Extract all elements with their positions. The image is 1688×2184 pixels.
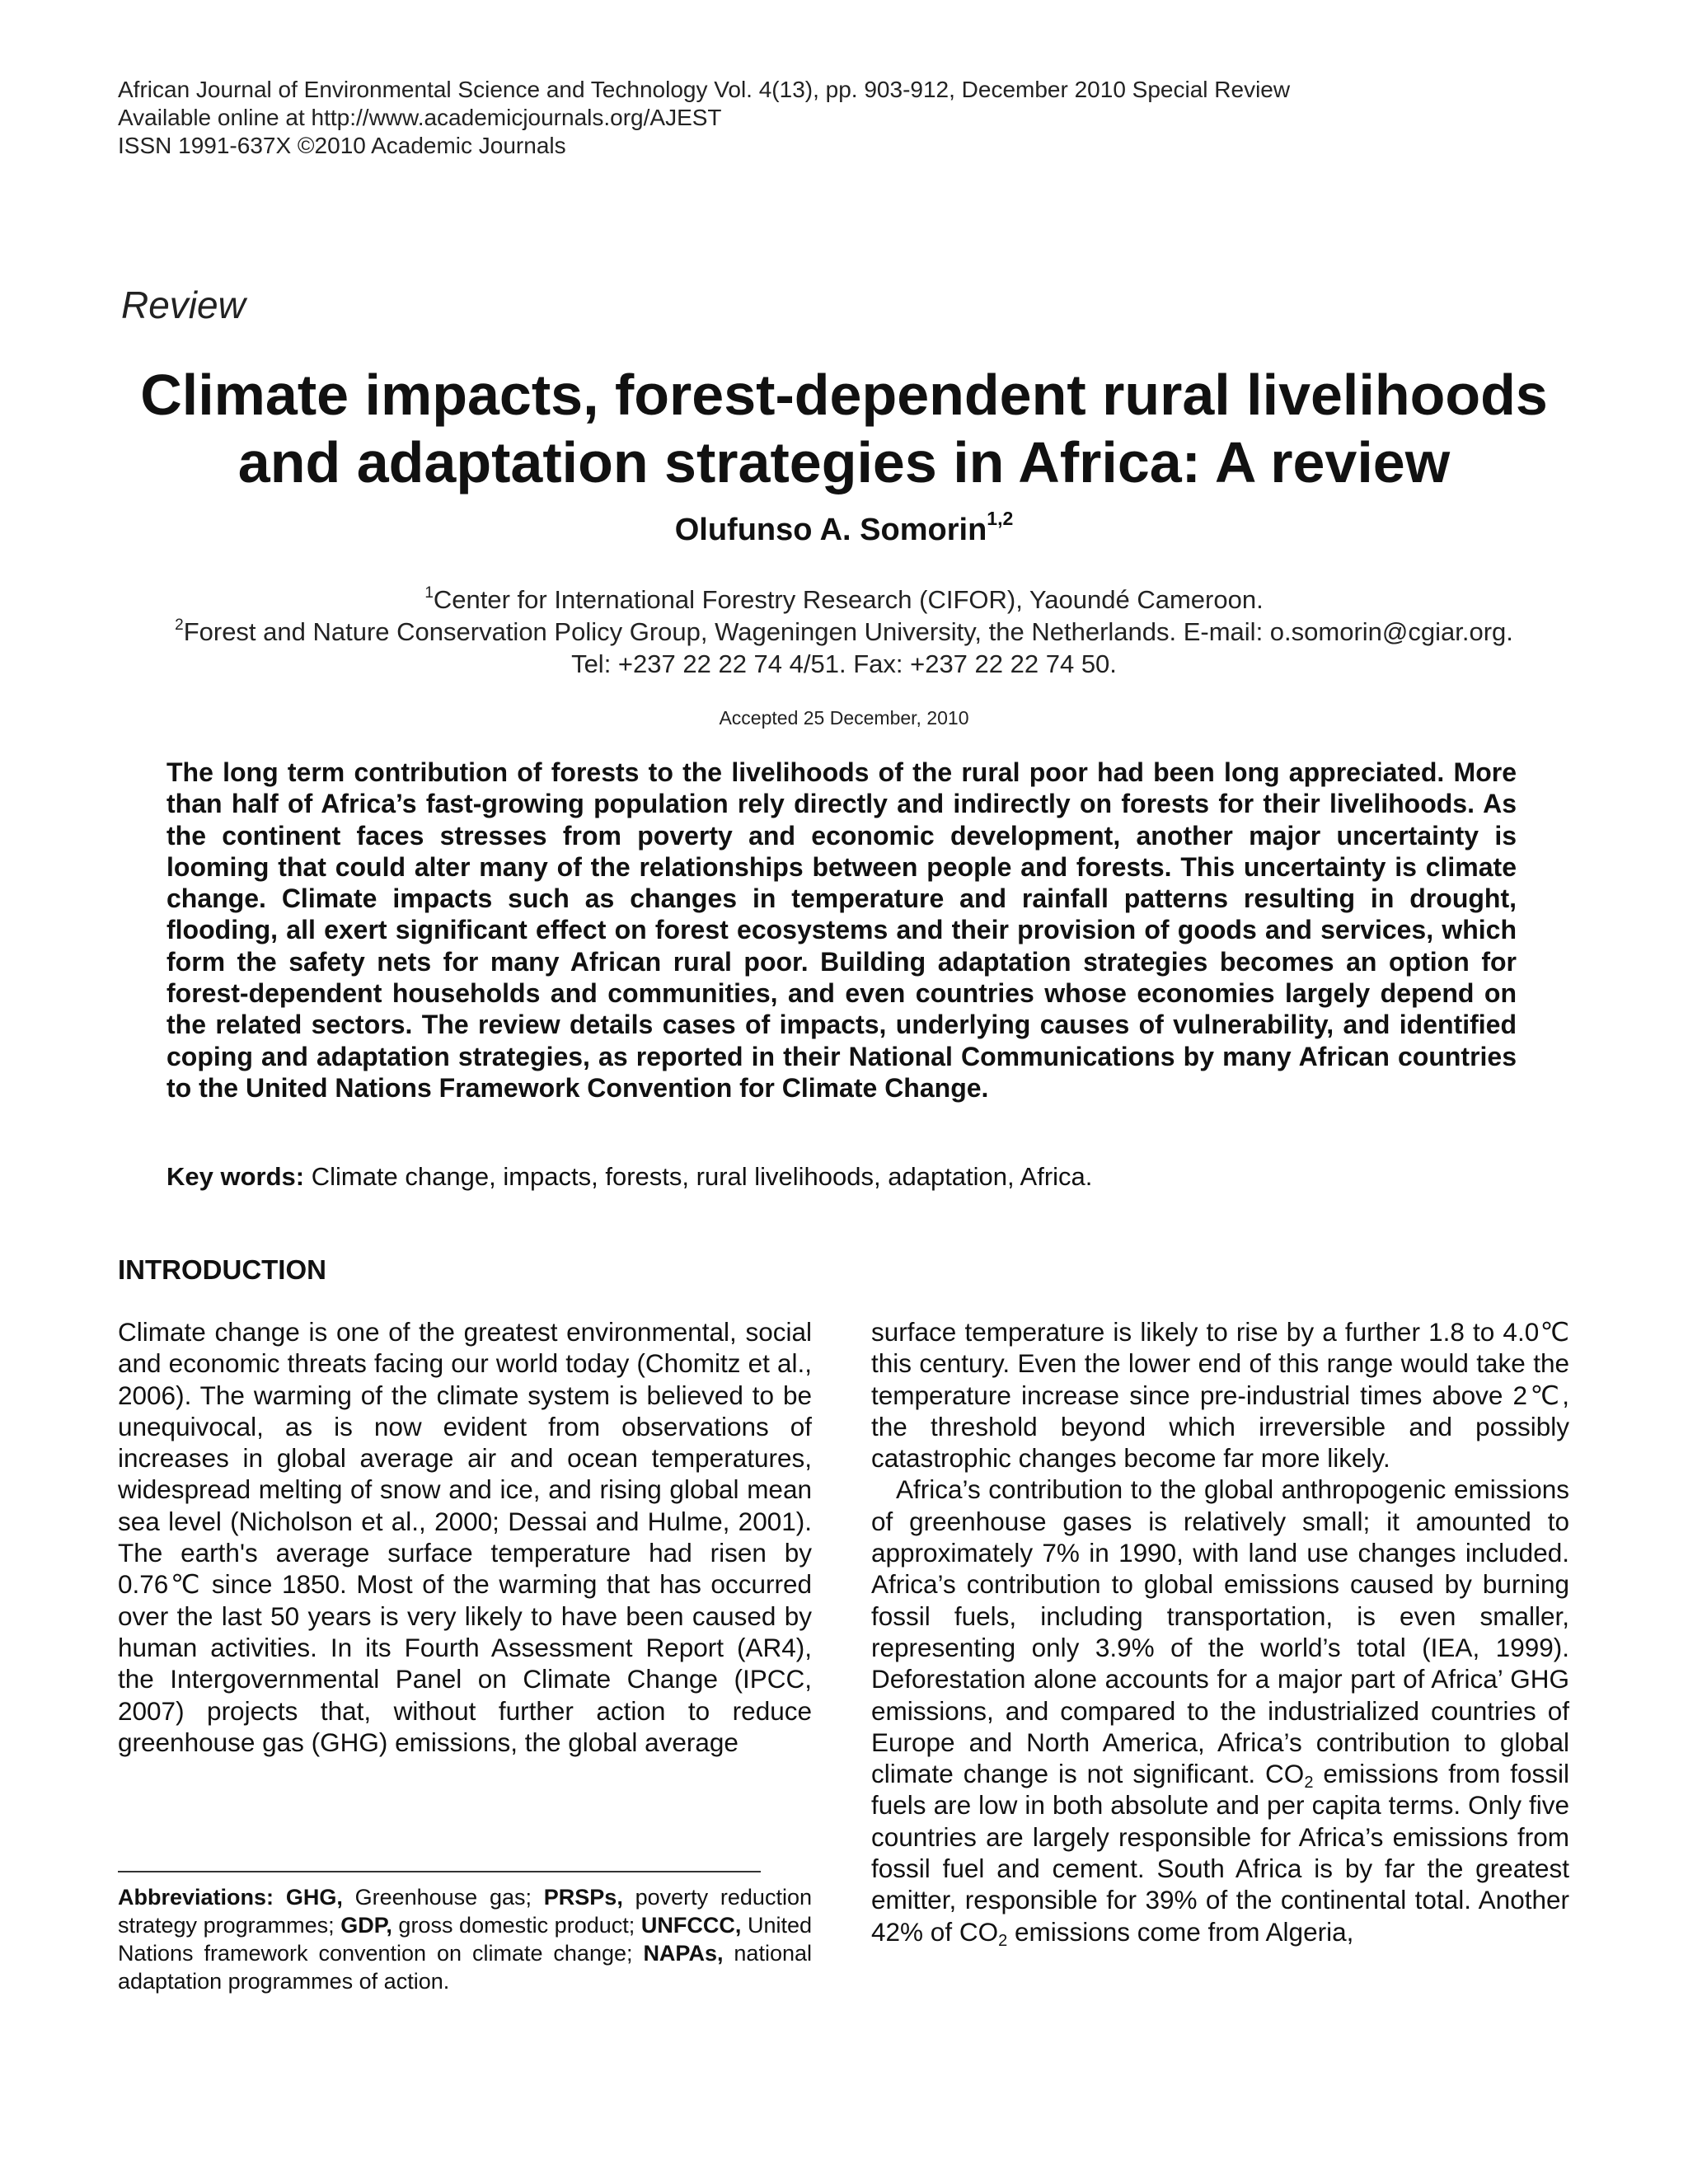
article-title: Climate impacts, forest-dependent rural livelihoods and adaptation strategies in Africa: A review (140, 363, 1548, 494)
left-column (118, 1316, 812, 1758)
intro-paragraph-1-continued: surface temperature is likely to rise by a further 1.8 to 4.0℃ this century. Even the lower end of this range would take the temperature increase since pre-industrial times above 2℃, the threshold beyond which irreversible and possibly catastrophic changes become far more likely. (871, 1317, 1569, 1474)
author-name: Olufunso A. Somorin (674, 513, 987, 547)
affiliation-2-text: Forest and Nature Conservation Policy Group, Wageningen University, the Netherlands. E-mail: o.somorin@cgiar.org. (183, 617, 1513, 646)
abbrev-definition: United Nations framework convention on climate change; (118, 1913, 812, 1966)
author-affiliation-marks: 1,2 (987, 508, 1014, 529)
affiliation-1 (0, 583, 1688, 616)
abbreviations-footnote (118, 1883, 812, 1995)
affiliation-2 (0, 616, 1688, 648)
journal-header (118, 76, 1601, 160)
intro-paragraph-2 (871, 1474, 1569, 1950)
right-column (871, 1316, 1569, 1950)
abbrev-term: NAPAs, (643, 1941, 724, 1966)
contact-info: Tel: +237 22 22 74 4/51. Fax: +237 22 22 74 50. (571, 649, 1117, 678)
footnote-divider (118, 1871, 761, 1872)
author-line (0, 508, 1688, 548)
abbrev-term: GDP, (340, 1913, 392, 1938)
abbreviations-label: Abbreviations: (118, 1885, 274, 1910)
abbrev-term: PRSPs, (543, 1885, 623, 1910)
abbrev-term: UNFCCC, (640, 1913, 742, 1938)
affiliations (0, 583, 1688, 680)
article-type-label: Review (121, 284, 246, 326)
journal-issn: ISSN 1991-637X ©2010 Academic Journals (118, 133, 566, 158)
keywords (166, 1162, 1568, 1192)
intro-paragraph-2-part-b: emissions from fossil fuels are low in both absolute and per capita terms. Only five countries are largely responsible for Africa’s emissions from fossil fuel and cement. South Africa is by far the greatest emitter, responsible for 39% of the continental total. Another 42% of CO (871, 1759, 1569, 1947)
journal-citation: African Journal of Environmental Science and Technology Vol. 4(13), pp. 903-912, December 2010 Special Review (118, 77, 1291, 102)
affiliation-2-mark: 2 (175, 616, 184, 634)
abbrev-definition: Greenhouse gas; (342, 1885, 544, 1910)
abbrev-definition: national adaptation programmes of action. (118, 1941, 812, 1994)
abbrev-definition: poverty reduction strategy programmes; (118, 1885, 812, 1938)
abstract: The long term contribution of forests to the livelihoods of the rural poor had been long appreciated. More than half of Africa’s fast-growing population rely directly and indirectly on forests for their livelihoods. As the continent faces stresses from poverty and economic development, another major uncertainty is looming that could alter many of the relationships between people and forests. This uncertainty is climate change. Climate impacts such as changes in temperature and rainfall patterns resulting in drought, flooding, all exert significant effect on forest ecosystems and their provision of goods and services, which form the safety nets for many African rural poor. Building adaptation strategies becomes an option for forest-dependent households and communities, and even countries whose economies largely depend on the related sectors. The review details cases of impacts, underlying causes of vulnerability, and identified coping and adaptation strategies, as reported in their National Communications by many African countries to the United Nations Framework Convention for Climate Change. (166, 757, 1517, 1103)
intro-paragraph-2-part-a: Africa’s contribution to the global anthropogenic emissions of greenhouse gases is relatively small; it amounted to approximately 7% in 1990, with land use changes included. Africa’s contribution to global emissions caused by burning fossil fuels, including transportation, is even smaller, representing only 3.9% of the world’s total (IEA, 1999). Deforestation alone accounts for a major part of Africa’ GHG emissions, and compared to the industrialized countries of Europe and North America, Africa’s contribution to global climate change is not significant. CO (871, 1474, 1569, 1789)
keywords-label: Key words: (166, 1162, 305, 1191)
affiliation-1-mark: 1 (424, 584, 434, 602)
affiliation-1-text: Center for International Forestry Research (CIFOR), Yaoundé Cameroon. (433, 585, 1264, 614)
keywords-text: Climate change, impacts, forests, rural livelihoods, adaptation, Africa. (304, 1162, 1093, 1191)
introduction-heading: INTRODUCTION (118, 1254, 326, 1285)
abbrev-definition: gross domestic product; (392, 1913, 641, 1938)
abbrev-term: GHG, (285, 1885, 343, 1910)
co2-subscript: 2 (998, 1931, 1008, 1950)
accepted-date: Accepted 25 December, 2010 (719, 707, 969, 729)
co2-subscript: 2 (1304, 1774, 1314, 1793)
intro-paragraph-2-part-c: emissions come from Algeria, (1007, 1916, 1354, 1947)
intro-paragraph-1: Climate change is one of the greatest environmental, social and economic threats facing our world today (Chomitz et al., 2006). The warming of the climate system is believed to be unequivocal, as is now evident from observations of increases in global average air and ocean temperatures, widespread melting of snow and ice, and rising global mean sea level (Nicholson et al., 2000; Dessai and Hulme, 2001). The earth's average surface temperature had risen by 0.76℃ since 1850. Most of the warming that has occurred over the last 50 years is very likely to have been caused by human activities. In its Fourth Assessment Report (AR4), the Intergovernmental Panel on Climate Change (IPCC, 2007) projects that, without further action to reduce greenhouse gas (GHG) emissions, the global average (118, 1317, 812, 1757)
journal-url: Available online at http://www.academicjournals.org/AJEST (118, 105, 722, 130)
